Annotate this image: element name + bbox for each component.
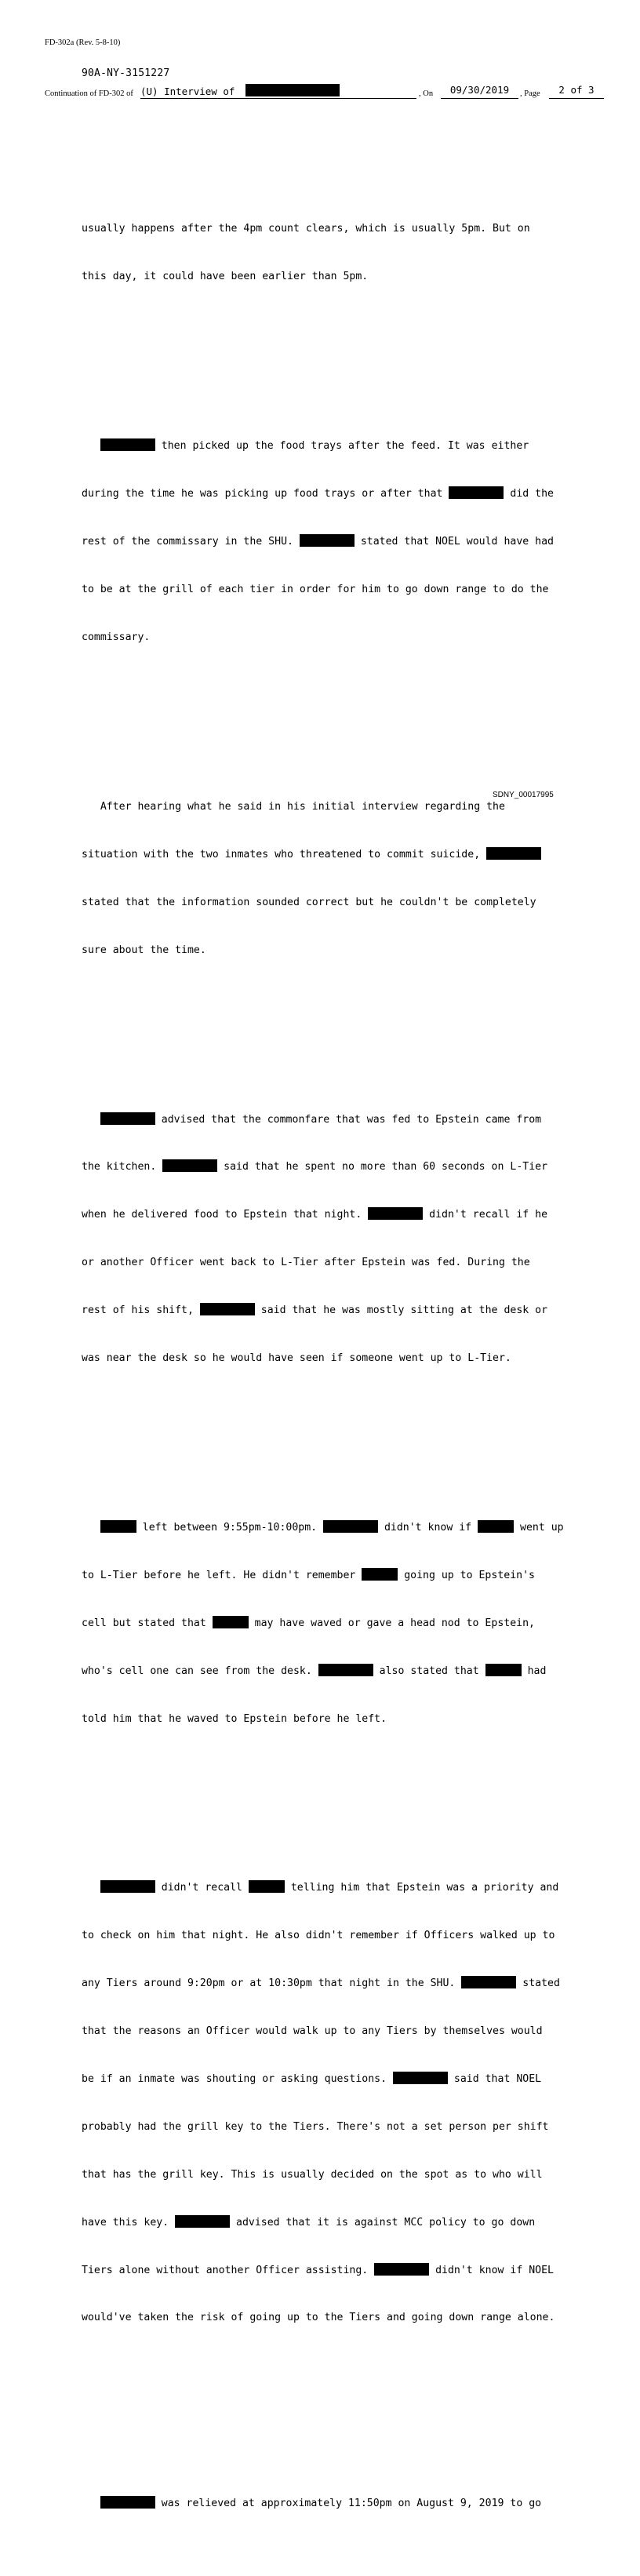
- redaction-box: [213, 1616, 249, 1628]
- text-line: that has the grill key. This is usually decided on the spot as to who will: [82, 2168, 543, 2181]
- text-line: during the time he was picking up food trays or after that did the: [82, 488, 554, 500]
- redaction-box: [100, 438, 155, 451]
- text-line: usually happens after the 4pm count clears, which is usually 5pm. But on: [82, 223, 530, 235]
- redaction-box: [323, 1520, 378, 1533]
- redaction-box: [162, 1159, 217, 1172]
- text-line: rest of his shift, said that he was mostly sitting at the desk or: [82, 1304, 548, 1317]
- text-line: After hearing what he said in his initial interview regarding the: [82, 800, 505, 813]
- text-line: commissary.: [82, 631, 151, 643]
- form-number: FD-302a (Rev. 5-8-10): [45, 38, 121, 47]
- interview-date: 09/30/2019: [449, 84, 510, 96]
- file-number: 90A-NY-3151227: [82, 67, 170, 79]
- redaction-box: [175, 2215, 230, 2228]
- bates-number: SDNY_00017995: [493, 791, 554, 799]
- redaction-box: [200, 1303, 255, 1315]
- page-value: 2 of 3: [558, 84, 595, 96]
- text-line: have this key. advised that it is against MCC policy to go down: [82, 2216, 536, 2229]
- text-line: to be at the grill of each tier in order for him to go down range to do the: [82, 584, 549, 596]
- text-line: to check on him that night. He also didn't remember if Officers walked up to: [82, 1930, 555, 1942]
- text-line: stated that the information sounded correct but he couldn't be completely: [82, 896, 536, 908]
- text-line: advised that the commonfare that was fed to Epstein came from: [82, 1112, 615, 1128]
- redaction-box: [461, 1976, 516, 1988]
- text-line: to L-Tier before he left. He didn't remember going up to Epstein's: [82, 1569, 535, 1581]
- text-line: any Tiers around 9:20pm or at 10:30pm that night in the SHU. stated: [82, 1977, 560, 1990]
- interview-subject-field: [140, 84, 416, 99]
- redaction-box: [485, 1664, 522, 1676]
- redaction-box: [100, 1520, 136, 1533]
- paragraph: [82, 1849, 615, 2359]
- text-line: probably had the grill key to the Tiers. There's not a set person per shift: [82, 2120, 549, 2133]
- redaction-box: [249, 1880, 285, 1893]
- text-line: told him that he waved to Epstein before he left.: [82, 1712, 387, 1725]
- text-line: this day, it could have been earlier than 5pm.: [82, 271, 369, 283]
- redaction-box: [100, 2496, 155, 2509]
- document-body: [82, 142, 615, 2576]
- redaction-box: [449, 486, 504, 499]
- paragraph: [82, 1080, 615, 1399]
- text-line: that the reasons an Officer would walk up to any Tiers by themselves would: [82, 2025, 543, 2038]
- interview-prefix: (U) Interview of: [140, 86, 235, 97]
- redaction-box: [393, 2072, 448, 2084]
- text-line: when he delivered food to Epstein that night. didn't recall if he: [82, 1209, 548, 1221]
- redaction-box: [318, 1664, 373, 1676]
- text-line: be if an inmate was shouting or asking questions. said that NOEL: [82, 2073, 542, 2086]
- redaction-box: [100, 1880, 155, 1893]
- redaction-box: [374, 2263, 429, 2276]
- text-line: left between 9:55pm-10:00pm. didn't know if went up: [82, 1520, 615, 1536]
- text-line: the kitchen. said that he spent no more than 60 seconds on L-Tier: [82, 1161, 548, 1173]
- text-line: then picked up the food trays after the feed. It was either: [82, 438, 615, 454]
- redaction-box: [486, 847, 541, 860]
- text-line: didn't recall telling him that Epstein was a priority and: [82, 1880, 615, 1896]
- text-line: who's cell one can see from the desk. also stated that had: [82, 1665, 547, 1677]
- paragraph: [82, 190, 615, 317]
- paragraph: [82, 767, 615, 990]
- text-line: Tiers alone without another Officer assisting. didn't know if NOEL: [82, 2264, 554, 2276]
- page-label: , Page: [520, 89, 540, 98]
- text-line: rest of the commissary in the SHU. stated that NOEL would have had: [82, 536, 554, 548]
- on-label: , On: [419, 89, 434, 98]
- paragraph: [82, 407, 615, 678]
- redaction-box: [245, 84, 340, 96]
- redaction-box: [368, 1207, 423, 1220]
- text-line: cell but stated that may have waved or gave a head nod to Epstein,: [82, 1617, 535, 1629]
- paragraph: [82, 1488, 615, 1759]
- text-line: sure about the time.: [82, 944, 206, 956]
- text-line: would've taken the risk of going up to the Tiers and going down range alone.: [82, 2312, 555, 2324]
- paragraph: [82, 2465, 615, 2544]
- text-line: or another Officer went back to L-Tier after Epstein was fed. During the: [82, 1257, 530, 1269]
- text-line: was relieved at approximately 11:50pm on August 9, 2019 to go: [82, 2496, 615, 2512]
- redaction-box: [300, 534, 355, 547]
- redaction-box: [362, 1568, 398, 1581]
- continuation-line: [45, 82, 606, 100]
- redaction-box: [478, 1520, 514, 1533]
- continuation-label: Continuation of FD-302 of: [45, 89, 133, 98]
- text-line: situation with the two inmates who threatened to commit suicide,: [82, 847, 615, 863]
- date-field: [441, 84, 518, 99]
- text-line: was near the desk so he would have seen if someone went up to L-Tier.: [82, 1352, 511, 1364]
- redaction-box: [100, 1112, 155, 1125]
- page-field: [549, 84, 604, 99]
